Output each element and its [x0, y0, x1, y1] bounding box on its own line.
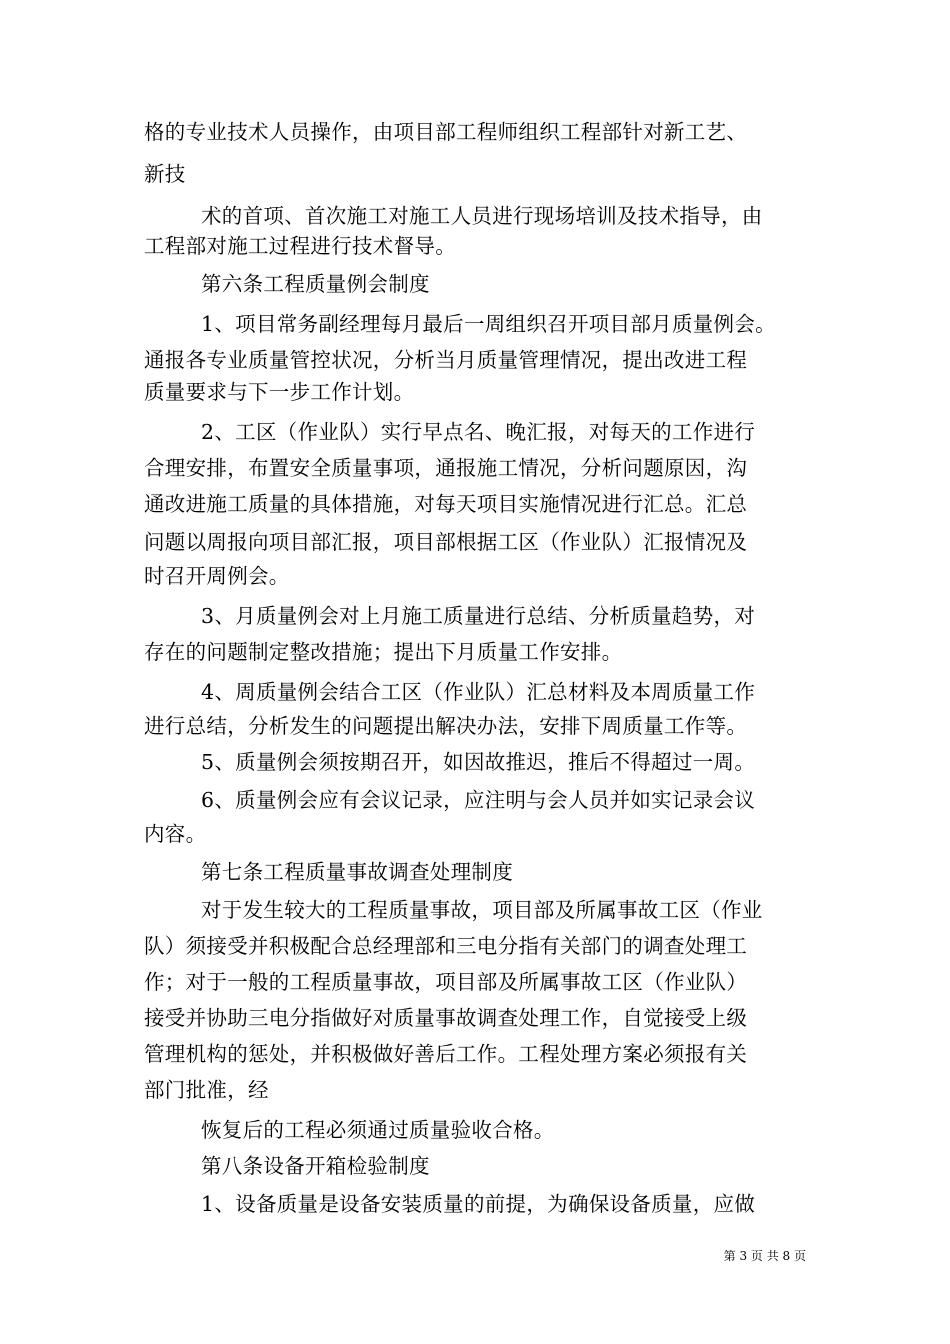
text-line: 管理机构的惩处，并积极做好善后工作。工程处理方案必须报有关 — [144, 1042, 748, 1066]
text-line: 1、设备质量是设备安装质量的前提，为确保设备质量，应做 — [201, 1192, 756, 1216]
section-heading: 第六条工程质量例会制度 — [201, 272, 430, 296]
text-line: 6、质量例会应有会议记录，应注明与会人员并如实记录会议 — [201, 788, 756, 812]
text-line: 存在的问题制定整改措施；提出下月质量工作安排。 — [144, 640, 623, 664]
text-line: 接受并协助三电分指做好对质量事故调查处理工作，自觉接受上级 — [144, 1006, 748, 1030]
text-line: 2、工区（作业队）实行早点名、晚汇报，对每天的工作进行 — [201, 420, 756, 444]
text-line: 内容。 — [144, 822, 207, 846]
text-line: 作；对于一般的工程质量事故，项目部及所属事故工区（作业队） — [144, 970, 748, 994]
page-number: 第 3 页 共 8 页 — [723, 1249, 806, 1263]
text-line: 新技 — [144, 162, 186, 186]
text-line: 工程部对施工过程进行技术督导。 — [144, 234, 456, 258]
text-line: 对于发生较大的工程质量事故，项目部及所属事故工区（作业 — [201, 898, 763, 922]
text-line: 恢复后的工程必须通过质量验收合格。 — [201, 1118, 555, 1142]
text-line: 进行总结，分析发生的问题提出解决办法，安排下周质量工作等。 — [144, 714, 748, 738]
text-line: 3、月质量例会对上月施工质量进行总结、分析质量趋势，对 — [201, 604, 756, 628]
text-line: 格的专业技术人员操作，由项目部工程师组织工程部针对新工艺、 — [144, 120, 748, 144]
text-line: 时召开周例会。 — [144, 564, 290, 588]
text-line: 质量要求与下一步工作计划。 — [144, 380, 415, 404]
text-line: 队）须接受并积极配合总经理部和三电分指有关部门的调查处理工 — [144, 934, 748, 958]
section-heading: 第七条工程质量事故调查处理制度 — [201, 860, 513, 884]
text-line: 4、周质量例会结合工区（作业队）汇总材料及本周质量工作 — [201, 680, 756, 704]
text-line: 5、质量例会须按期召开，如因故推迟，推后不得超过一周。 — [201, 750, 756, 774]
text-line: 问题以周报向项目部汇报，项目部根据工区（作业队）汇报情况及 — [144, 530, 748, 554]
text-line: 部门批准，经 — [144, 1078, 269, 1102]
text-line: 通报各专业质量管控状况，分析当月质量管理情况，提出改进工程 — [144, 348, 748, 372]
text-line: 通改进施工质量的具体措施，对每天项目实施情况进行汇总。汇总 — [144, 492, 748, 516]
text-line: 1、项目常务副经理每月最后一周组织召开项目部月质量例会。 — [201, 312, 776, 336]
section-heading: 第八条设备开箱检验制度 — [201, 1154, 430, 1178]
text-line: 合理安排，布置安全质量事项，通报施工情况，分析问题原因，沟 — [144, 456, 748, 480]
text-line: 术的首项、首次施工对施工人员进行现场培训及技术指导，由 — [201, 204, 763, 228]
